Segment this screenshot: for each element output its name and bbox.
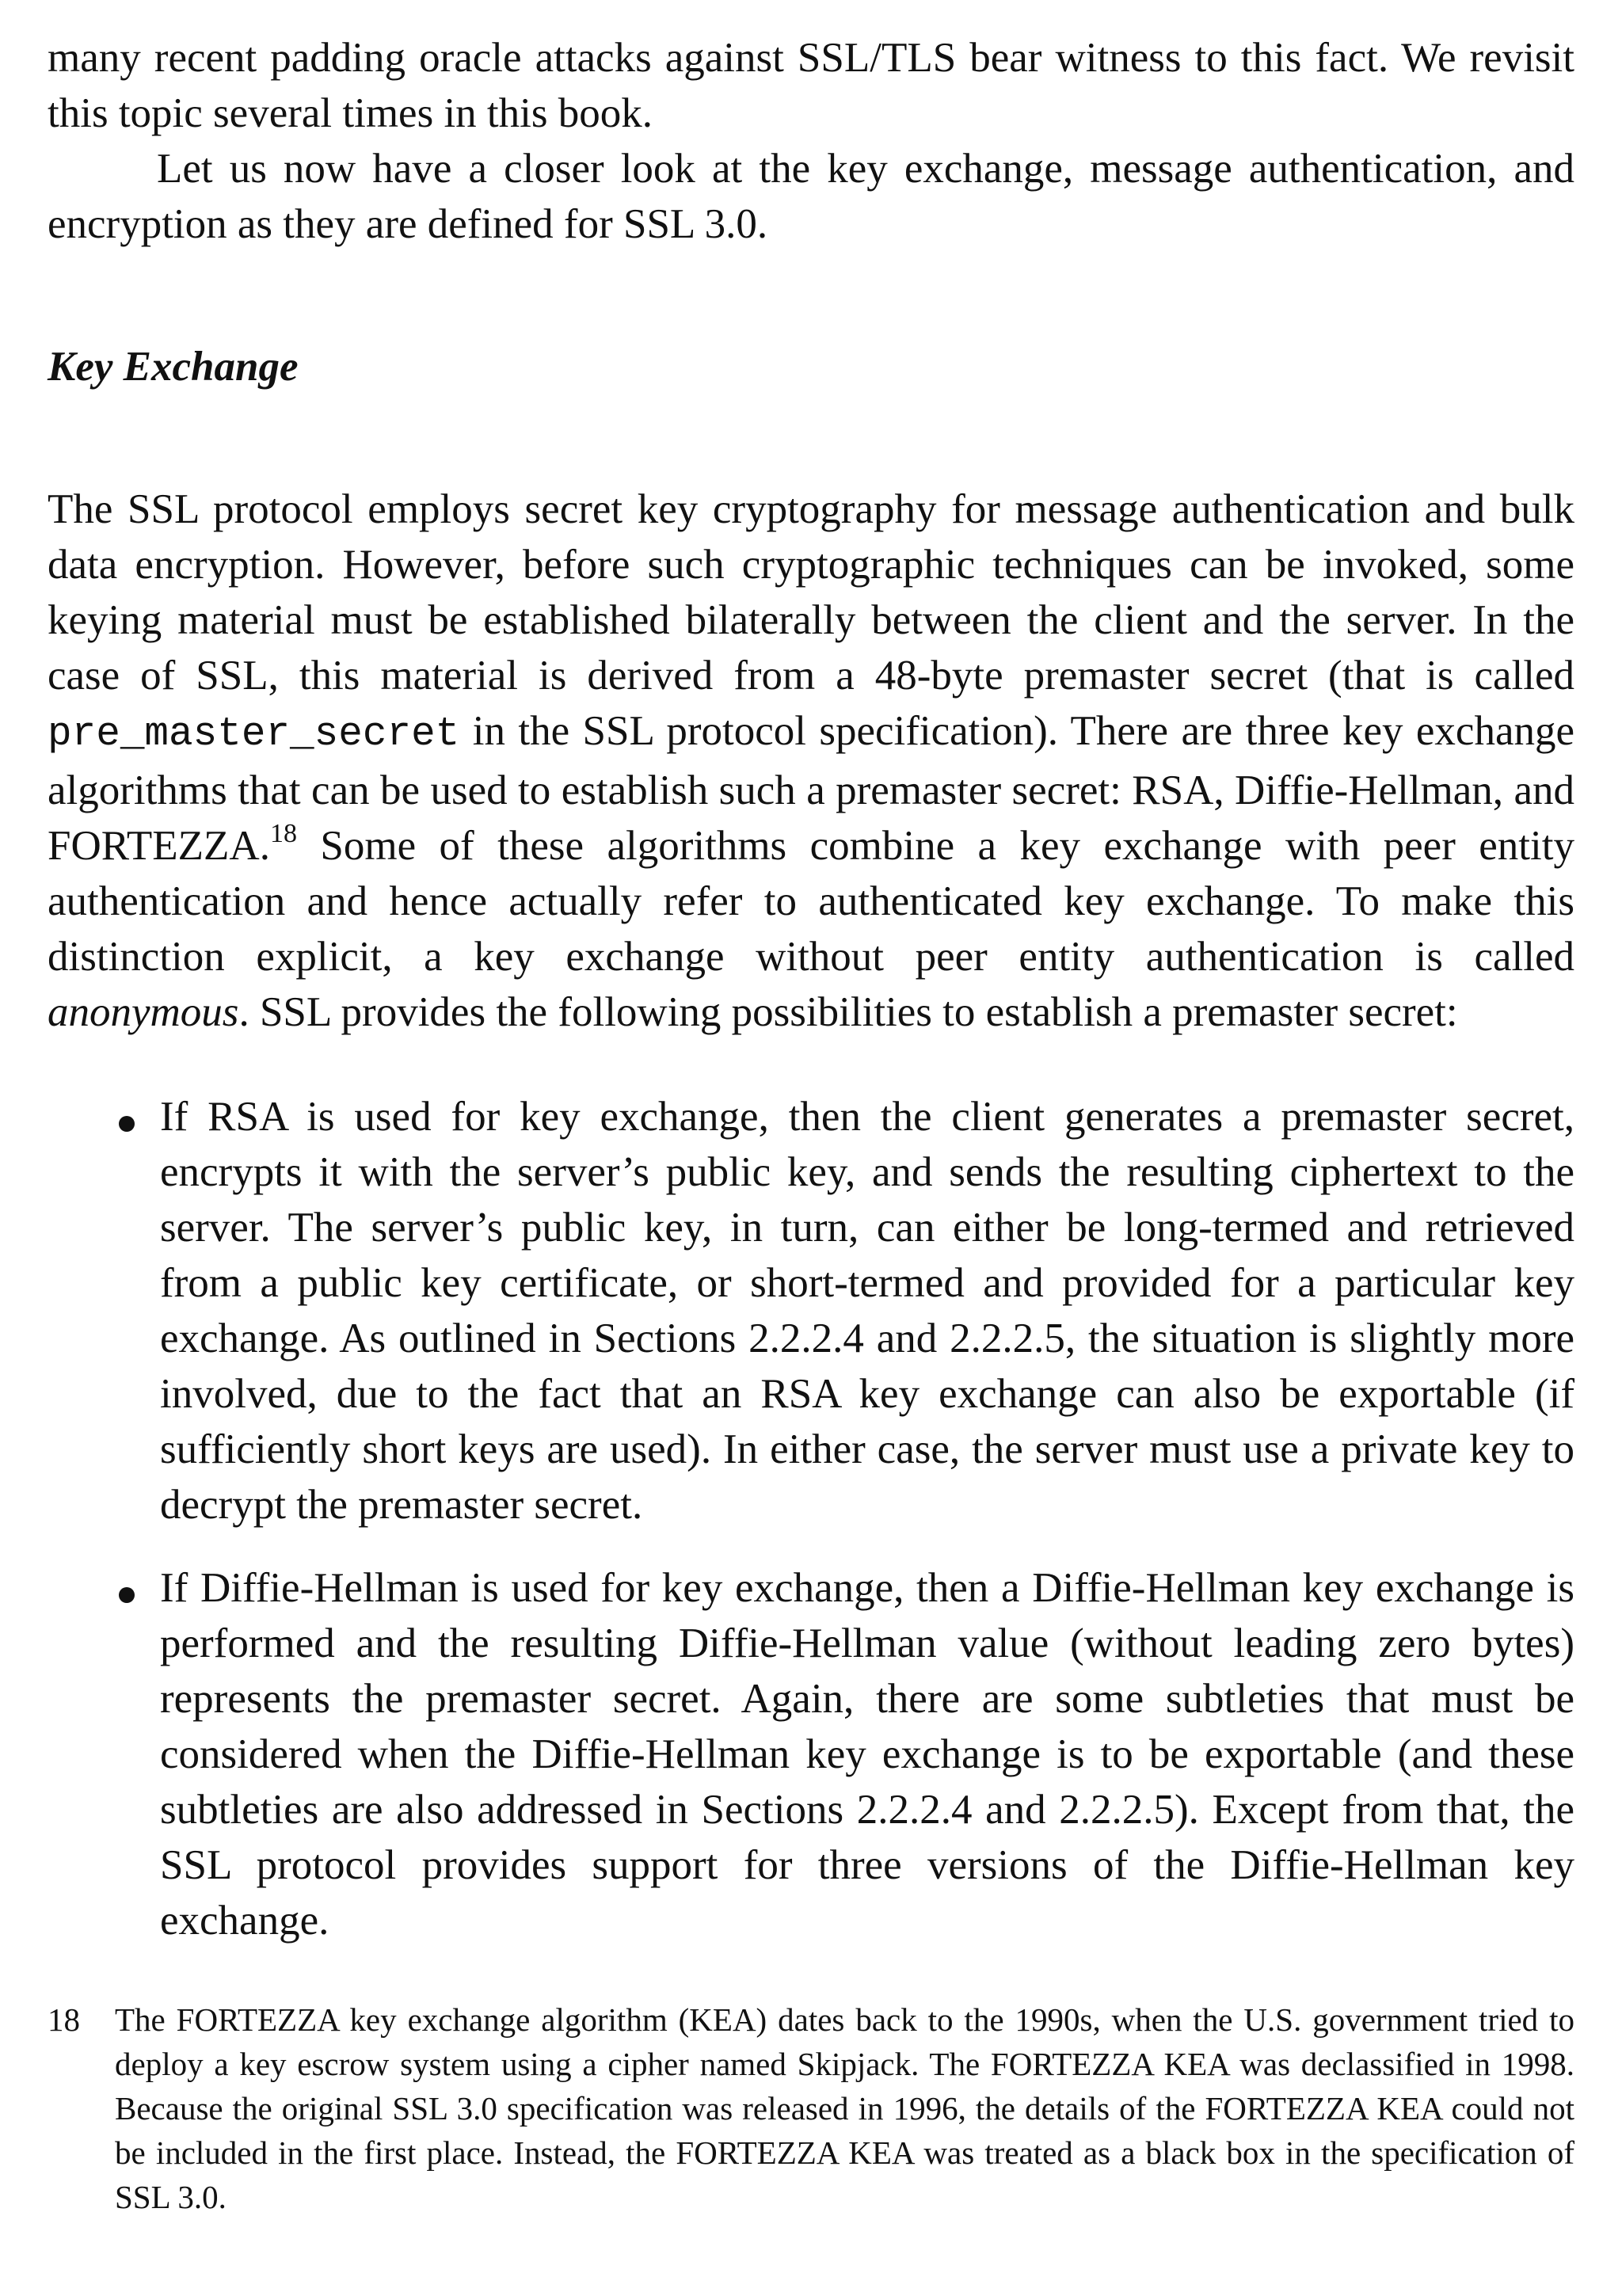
body-text: . SSL provides the following possibilities to establish a premaster secret: [238, 989, 1458, 1035]
body-text: in the SSL protocol specification). There are three key exchange algorithms that can be used to establish such a premaster secret: RSA, Diffie-Hellman, and FORTEZZA. [48, 708, 1574, 869]
list-item [48, 1089, 1574, 1533]
bullet-list [48, 1089, 1574, 1948]
footnote [48, 1997, 1574, 2219]
section-heading: Key Exchange [48, 344, 299, 390]
list-item-text: If RSA is used for key exchange, then the client generates a premaster secret, encrypts it with the server’s public key, and sends the resulting ciphertext to the server. The server’s public key, in turn, can either be long-termed and retrieved from a public key certificate, or short-termed and provided for a particular key exchange. As outlined in Sections 2.2.2.4 and 2.2.2.5, the situation is slightly more involved, due to the fact that an RSA key exchange can also be exportable (if sufficiently short keys are used). In either case, the server must use a private key to decrypt the premaster secret. [160, 1094, 1574, 1528]
body-paragraph [48, 482, 1574, 1040]
bullet-icon [119, 1116, 135, 1132]
list-item-text: If Diffie-Hellman is used for key exchange, then a Diffie-Hellman key exchange is performed and the resulting Diffie-Hellman value (without leading zero bytes) represents the premaster secret. Again, there are some subtleties that must be considered when the Diffie-Hellman key exchange is to be exportable (and these subtleties are also addressed in Sections 2.2.2.4 and 2.2.2.5). Except from that, the SSL protocol provides support for three versions of the Diffie-Hellman key exchange. [160, 1565, 1574, 1944]
intro-paragraph-2: Let us now have a closer look at the key exchange, message authentication, and encryption as they are defined for SSL 3.0. [48, 146, 1574, 247]
document-page [48, 30, 1574, 2219]
body-text: Some of these algorithms combine a key exchange with peer entity authentication and hence actually refer to authenticated key exchange. To make this distinction explicit, a key exchange without peer entity authentication is called [48, 823, 1574, 980]
code-term: pre_master_secret [48, 712, 460, 757]
footnote-reference: 18 [269, 819, 297, 848]
bullet-icon [119, 1587, 135, 1603]
footnote-text: The FORTEZZA key exchange algorithm (KEA) dates back to the 1990s, when the U.S. government tried to deploy a key escrow system using a cipher named Skipjack. The FORTEZZA KEA was declassified in 1998. Because the original SSL 3.0 specification was released in 1996, the details of the FORTEZZA KEA could not be included in the first place. Instead, the FORTEZZA KEA was treated as a black box in the specification of SSL 3.0. [115, 2001, 1574, 2215]
intro-paragraph: many recent padding oracle attacks against SSL/TLS bear witness to this fact. We revisit this topic several times in this book. [48, 35, 1574, 136]
footnote-number: 18 [48, 2001, 80, 2038]
emphasis-term: anonymous [48, 989, 239, 1035]
body-text: The SSL protocol employs secret key cryptography for message authentication and bulk data encryption. However, before such cryptographic techniques can be invoked, some keying material must be established bilaterally between the client and the server. In the case of SSL, this material is derived from a 48-byte premaster secret (that is called [48, 486, 1574, 699]
list-item [48, 1560, 1574, 1948]
